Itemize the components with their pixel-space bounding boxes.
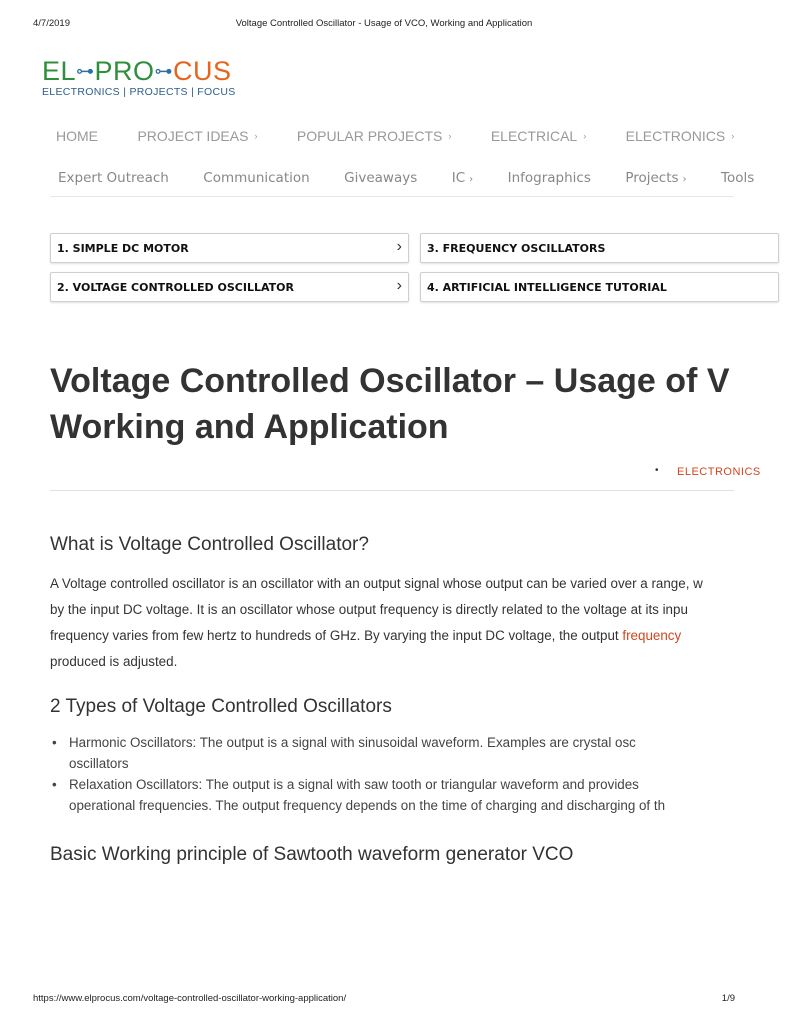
logo-connector-icon: ⊶ bbox=[76, 61, 95, 81]
nav-item-label: Projects bbox=[625, 170, 679, 186]
nav-item-project-ideas[interactable] bbox=[137, 128, 257, 144]
chevron-right-icon: › bbox=[731, 131, 735, 141]
chevron-right-icon: › bbox=[254, 131, 258, 141]
nav-item-label: Tools bbox=[721, 170, 755, 186]
chevron-right-icon: › bbox=[469, 174, 474, 185]
paragraph-text: frequency varies from few hertz to hundreds of GHz. By varying the input DC voltage, the output bbox=[50, 628, 623, 643]
article-title bbox=[50, 358, 810, 450]
nav-item-label: IC bbox=[451, 170, 466, 186]
types-list bbox=[50, 732, 810, 816]
site-logo[interactable] bbox=[42, 56, 236, 98]
bullet-icon: • bbox=[52, 777, 57, 792]
related-link-label: 1. SIMPLE DC MOTOR bbox=[57, 242, 189, 255]
section-heading-working-principle: Basic Working principle of Sawtooth waveform generator VCO bbox=[50, 844, 574, 865]
bullet-icon: • bbox=[52, 735, 57, 750]
paragraph-line: produced is adjusted. bbox=[50, 654, 178, 669]
list-item-line: Harmonic Oscillators: The output is a signal with sinusoidal waveform. Examples are crystal osc bbox=[69, 735, 636, 750]
list-item-relaxation bbox=[50, 774, 810, 816]
logo-part-cus: CUS bbox=[173, 56, 232, 86]
section-heading-types: 2 Types of Voltage Controlled Oscillators bbox=[50, 696, 392, 717]
print-page-number: 1/9 bbox=[721, 993, 735, 1004]
secondary-nav bbox=[58, 169, 784, 187]
paragraph-line: by the input DC voltage. It is an oscillator whose output frequency is directly related to the voltage at its inpu bbox=[50, 602, 688, 617]
paragraph-line: A Voltage controlled oscillator is an oscillator with an output signal whose output can be varied over a range, w bbox=[50, 576, 703, 591]
primary-nav bbox=[56, 128, 769, 146]
nav-item-label: PROJECT IDEAS bbox=[137, 128, 249, 144]
nav-item-label: Communication bbox=[203, 170, 310, 186]
chevron-right-icon: › bbox=[583, 131, 587, 141]
print-url: https://www.elprocus.com/voltage-controlled-oscillator-working-application/ bbox=[33, 993, 347, 1004]
intro-paragraph bbox=[50, 571, 810, 675]
chevron-right-icon: › bbox=[396, 277, 402, 294]
nav-item-expert-outreach[interactable] bbox=[58, 170, 169, 186]
list-item-line: oscillators bbox=[69, 756, 129, 771]
nav-item-label: HOME bbox=[56, 128, 98, 144]
logo-connector-icon: ⊶ bbox=[154, 61, 174, 81]
related-link-1[interactable] bbox=[50, 233, 409, 263]
nav-item-electronics[interactable] bbox=[626, 128, 735, 144]
print-footer bbox=[33, 993, 735, 1007]
paragraph-line bbox=[50, 623, 810, 649]
nav-item-giveaways[interactable] bbox=[344, 170, 417, 186]
related-link-4[interactable] bbox=[420, 272, 779, 302]
section-heading-what-is-vco: What is Voltage Controlled Oscillator? bbox=[50, 534, 369, 555]
nav-item-label: ELECTRONICS bbox=[625, 128, 726, 144]
related-link-label: 2. VOLTAGE CONTROLLED OSCILLATOR bbox=[57, 281, 294, 294]
nav-divider bbox=[50, 196, 734, 197]
title-divider bbox=[50, 490, 734, 491]
nav-item-ic[interactable] bbox=[452, 170, 473, 186]
nav-item-tools[interactable] bbox=[721, 170, 754, 186]
nav-item-communication[interactable] bbox=[203, 170, 309, 186]
nav-item-label: Infographics bbox=[507, 170, 591, 186]
nav-item-popular-projects[interactable] bbox=[297, 128, 451, 144]
nav-item-label: Expert Outreach bbox=[58, 170, 169, 186]
related-link-2[interactable] bbox=[50, 272, 409, 302]
list-item-harmonic bbox=[50, 732, 810, 774]
related-link-3[interactable] bbox=[420, 233, 779, 263]
nav-item-label: Giveaways bbox=[344, 170, 418, 186]
chevron-right-icon: › bbox=[396, 238, 402, 255]
bullet-icon: • bbox=[655, 465, 659, 476]
nav-item-label: ELECTRICAL bbox=[490, 128, 578, 144]
list-item-line: operational frequencies. The output frequency depends on the time of charging and discharging of th bbox=[69, 798, 666, 813]
logo-tagline: ELECTRONICS | PROJECTS | FOCUS bbox=[42, 86, 236, 98]
list-item-line: Relaxation Oscillators: The output is a signal with saw tooth or triangular waveform and provides bbox=[69, 777, 639, 792]
category-link[interactable]: ELECTRONICS bbox=[677, 466, 761, 478]
logo-part-el: EL bbox=[42, 56, 77, 86]
frequency-link[interactable]: frequency bbox=[622, 628, 682, 643]
related-link-label: 4. ARTIFICIAL INTELLIGENCE TUTORIAL bbox=[427, 281, 667, 294]
related-link-label: 3. FREQUENCY OSCILLATORS bbox=[427, 242, 606, 255]
logo-part-pro: PRO bbox=[94, 56, 155, 86]
nav-item-electrical[interactable] bbox=[491, 128, 586, 144]
print-document-title: Voltage Controlled Oscillator - Usage of VCO, Working and Application bbox=[235, 18, 533, 29]
chevron-right-icon: › bbox=[682, 174, 687, 185]
article-title-line: Working and Application bbox=[50, 408, 449, 446]
chevron-right-icon: › bbox=[448, 131, 452, 141]
print-date: 4/7/2019 bbox=[33, 18, 70, 29]
nav-item-projects[interactable] bbox=[625, 170, 686, 186]
nav-item-infographics[interactable] bbox=[508, 170, 591, 186]
nav-item-home[interactable] bbox=[56, 128, 98, 144]
article-title-line: Voltage Controlled Oscillator – Usage of V bbox=[50, 362, 730, 400]
nav-item-label: POPULAR PROJECTS bbox=[296, 128, 443, 144]
logo-wordmark bbox=[42, 56, 236, 86]
